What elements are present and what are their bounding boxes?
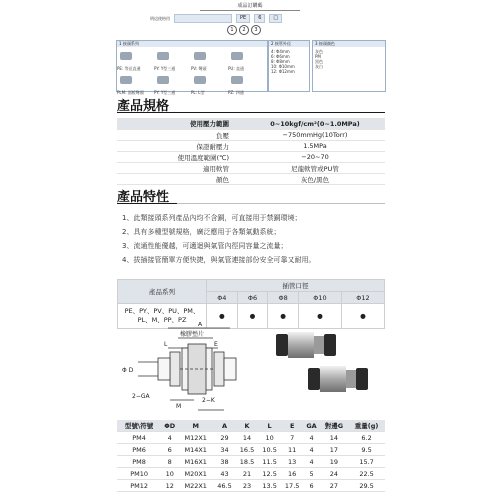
dim-cell: 12 xyxy=(161,480,178,492)
series-option-7 xyxy=(228,71,265,95)
bore-size: Φ12 xyxy=(341,292,384,304)
spec-row-value: 尼龍軟管或PU管 xyxy=(245,163,385,174)
dim-cell: 5 xyxy=(303,468,319,480)
tube-size-item: 4: Φ4mm xyxy=(271,49,290,54)
bore-mark: ● xyxy=(207,304,238,329)
bore-mark: ● xyxy=(268,304,299,329)
bore-size: Φ10 xyxy=(298,292,341,304)
series-option-label: PY: Y型三通 xyxy=(154,66,176,71)
order-number-1: 1 xyxy=(227,25,237,35)
dim-cell: PM10 xyxy=(117,468,161,480)
dim-header: ΦD xyxy=(161,420,178,432)
spec-row xyxy=(117,163,385,174)
dim-cell: 10 xyxy=(258,432,281,444)
dim-cell: M14X1 xyxy=(178,444,213,456)
dim-label-ga: 2−GA xyxy=(132,393,150,400)
dim-cell: 7 xyxy=(281,432,304,444)
code-cell-size: 6 xyxy=(254,14,265,23)
dim-row xyxy=(117,480,385,492)
code-cell-color: □ xyxy=(269,14,282,23)
series-option-0 xyxy=(117,47,154,71)
model-label: 明這使格用 xyxy=(150,16,170,21)
bore-header-row xyxy=(118,280,385,292)
dim-cell: 29.5 xyxy=(348,480,385,492)
dim-cell: 34 xyxy=(213,444,236,456)
fitting-shape-icon xyxy=(231,76,243,84)
dim-cell: 16 xyxy=(281,468,304,480)
code-cell-series: PE xyxy=(236,14,250,23)
dim-cell: 38 xyxy=(213,456,236,468)
dim-cell: 14 xyxy=(320,432,349,444)
dim-label-d: Φ D xyxy=(122,367,134,374)
dim-cell: 6 xyxy=(161,444,178,456)
series-option-label: PY: Y型三通 xyxy=(154,90,176,95)
fitting-shape-icon xyxy=(120,52,132,60)
series-option-label: PU: 直通 xyxy=(228,66,244,71)
dim-cell: 43 xyxy=(213,468,236,480)
dim-cell: 4 xyxy=(303,432,319,444)
order-code-row xyxy=(150,14,282,23)
spec-row xyxy=(117,174,385,185)
dim-label-m: M xyxy=(176,403,182,410)
features-divider-light xyxy=(177,203,385,204)
series-option-6 xyxy=(191,71,228,95)
dim-cell: 17.5 xyxy=(281,480,304,492)
tube-size-item: 8: Φ8mm xyxy=(271,59,290,64)
dim-row xyxy=(117,468,385,480)
dim-cell: 12.5 xyxy=(258,468,281,480)
dim-cell: PM8 xyxy=(117,456,161,468)
fitting-shape-icon xyxy=(194,76,206,84)
dim-cell: 4 xyxy=(303,444,319,456)
bore-mark: ● xyxy=(237,304,268,329)
dim-cell: 10 xyxy=(161,468,178,480)
color-item: 灰色 xyxy=(315,49,323,54)
color-options-box xyxy=(312,40,386,92)
dim-cell: 24 xyxy=(320,468,349,480)
spec-section-title: 產品規格 xyxy=(117,99,170,114)
spec-row-label: 保證耐壓力 xyxy=(117,141,245,152)
dim-cell: 14 xyxy=(236,432,259,444)
tube-size-item: 12: Φ12mm xyxy=(271,69,295,74)
dim-header: 重量(g) xyxy=(348,420,385,432)
dim-header: E xyxy=(281,420,304,432)
fitting-shape-icon xyxy=(157,76,169,84)
bore-header: 插管口徑 xyxy=(207,280,385,292)
fitting-image-1 xyxy=(276,332,336,358)
dim-header: 對邊G xyxy=(320,420,349,432)
dim-cell: M20X1 xyxy=(178,468,213,480)
dim-cell: 46.5 xyxy=(213,480,236,492)
dim-row xyxy=(117,444,385,456)
tube-size-item: 10: Φ10mm xyxy=(271,64,295,69)
spec-row xyxy=(117,152,385,163)
color-item: 黑色 xyxy=(315,59,323,64)
spec-table xyxy=(117,118,385,185)
spec-row-value: 灰色/黑色 xyxy=(245,174,385,185)
dim-cell: 10.5 xyxy=(258,444,281,456)
dim-header: A xyxy=(213,420,236,432)
series-header: 產品系列 xyxy=(118,280,207,304)
product-photo xyxy=(268,328,383,403)
series-option-label: PE: 等徑直通 xyxy=(117,66,141,71)
dim-label-e: E xyxy=(214,341,218,348)
color-item: 灰白 xyxy=(315,64,323,69)
dim-cell: 8 xyxy=(161,456,178,468)
fitting-shape-icon xyxy=(231,52,243,60)
series-option-3 xyxy=(228,47,265,71)
dim-cell: M12X1 xyxy=(178,432,213,444)
fitting-image-2 xyxy=(308,366,368,392)
dim-cell: M16X1 xyxy=(178,456,213,468)
dim-cell: PM12 xyxy=(117,480,161,492)
series-option-4 xyxy=(117,71,154,95)
spec-header-row xyxy=(117,118,385,130)
dim-cell: 18.5 xyxy=(236,456,259,468)
dim-row xyxy=(117,432,385,444)
dim-label-k: 2−K xyxy=(202,397,215,404)
spec-row-value: −20~70 xyxy=(245,152,385,163)
spec-row-label: 適用軟管 xyxy=(117,163,245,174)
dim-cell: 4 xyxy=(303,456,319,468)
dim-cell: 22.5 xyxy=(348,468,385,480)
series-options-box xyxy=(116,40,268,95)
dim-cell: 11.5 xyxy=(258,456,281,468)
order-number-2: 2 xyxy=(239,25,249,35)
dim-cell: 29 xyxy=(213,432,236,444)
series-option-label: PLM: 面板彎頭 xyxy=(117,90,144,95)
dim-header: 型號\符號 xyxy=(117,420,161,432)
dim-cell: 17 xyxy=(320,444,349,456)
fitting-shape-icon xyxy=(194,52,206,60)
series-value: PE、PY、PV、PU、PM、PL、M、PP、PZ xyxy=(118,304,207,329)
dim-cell: 23 xyxy=(236,480,259,492)
tube-size-box xyxy=(268,40,310,92)
dim-header: K xyxy=(236,420,259,432)
dim-cell: 6.2 xyxy=(348,432,385,444)
features-list xyxy=(122,214,387,265)
fitting-shape-icon xyxy=(157,52,169,60)
features-section-title: 產品特性 xyxy=(117,190,170,205)
dimension-drawing xyxy=(118,322,263,414)
spec-row xyxy=(117,130,385,141)
bore-mark: ● xyxy=(298,304,341,329)
spec-row-value: 1.5MPa xyxy=(245,141,385,152)
color-options-header: 3 接頭顏色 xyxy=(313,41,385,47)
feature-item: 4、拔插接管簡單方便快捷，與氣管連接部份安全可靠又耐用。 xyxy=(122,256,316,264)
dim-cell: 6 xyxy=(303,480,319,492)
model-input-cell xyxy=(174,14,232,23)
bore-mark: ● xyxy=(341,304,384,329)
fitting-shape-icon xyxy=(120,76,132,84)
series-options-header: 1 接頭系列 xyxy=(117,41,267,47)
dim-cell: M22X1 xyxy=(178,480,213,492)
dim-cell: 16.5 xyxy=(236,444,259,456)
color-options-list xyxy=(313,47,385,71)
dim-cell: 15.7 xyxy=(348,456,385,468)
series-option-label: PZ: 四通 xyxy=(228,90,244,95)
series-option-2 xyxy=(191,47,228,71)
series-option-5 xyxy=(154,71,191,95)
series-option-label: PL: L型 xyxy=(191,90,205,95)
dim-header: GA xyxy=(303,420,319,432)
dim-header-row xyxy=(117,420,385,432)
dim-cell: PM4 xyxy=(117,432,161,444)
dim-cell: 13.5 xyxy=(258,480,281,492)
dim-cell: 21 xyxy=(236,468,259,480)
spec-row xyxy=(117,141,385,152)
spec-header-value: 0~10kgf/cm²(0~1.0MPa) xyxy=(245,118,385,130)
bore-size: Φ4 xyxy=(207,292,238,304)
feature-item: 3、流通性能優越，可適迴與氣管內徑同容量之流量； xyxy=(122,242,288,250)
tube-size-header: 2 接管外徑 xyxy=(269,41,309,47)
series-option-label: PV: 彎頭 xyxy=(191,66,207,71)
dim-cell: 27 xyxy=(320,480,349,492)
order-number-3: 3 xyxy=(251,25,261,35)
spec-row-label: 使用溫度範圍(℃) xyxy=(117,152,245,163)
dim-cell: 13 xyxy=(281,456,304,468)
dim-header: L xyxy=(258,420,281,432)
spec-row-value: −750mmHg(10Torr) xyxy=(245,130,385,141)
dim-cell: PM6 xyxy=(117,444,161,456)
dim-label-a: A xyxy=(198,322,203,328)
series-option-1 xyxy=(154,47,191,71)
dim-cell: 11 xyxy=(281,444,304,456)
order-code-title: 成品訂購碼 xyxy=(200,2,300,11)
dimension-table xyxy=(117,420,385,492)
spec-row-label: 負壓 xyxy=(117,130,245,141)
spec-header-label: 使用壓力範圍 xyxy=(117,118,245,130)
order-code-numbers xyxy=(227,25,261,35)
bore-size: Φ6 xyxy=(237,292,268,304)
dim-cell: 4 xyxy=(161,432,178,444)
feature-item: 2、具有多種型號規格，廣泛應用于各類氣動系統； xyxy=(122,228,281,236)
dim-label-gasket: 橡膠墊片 xyxy=(180,331,205,338)
dim-label-l: L xyxy=(164,341,168,348)
dim-cell: 19 xyxy=(320,456,349,468)
feature-item: 1、此類接頭系列產品內均不含銅，可直接用于禁銅環境； xyxy=(122,214,302,222)
dim-row xyxy=(117,456,385,468)
color-item: PM xyxy=(315,54,321,59)
dim-cell: 9.5 xyxy=(348,444,385,456)
bore-size: Φ8 xyxy=(268,292,299,304)
spec-divider xyxy=(117,112,385,113)
dim-header: M xyxy=(178,420,213,432)
spec-row-label: 顏色 xyxy=(117,174,245,185)
features-divider xyxy=(117,203,177,204)
tube-size-item: 6: Φ6mm xyxy=(271,54,290,59)
tube-size-list xyxy=(269,47,309,76)
